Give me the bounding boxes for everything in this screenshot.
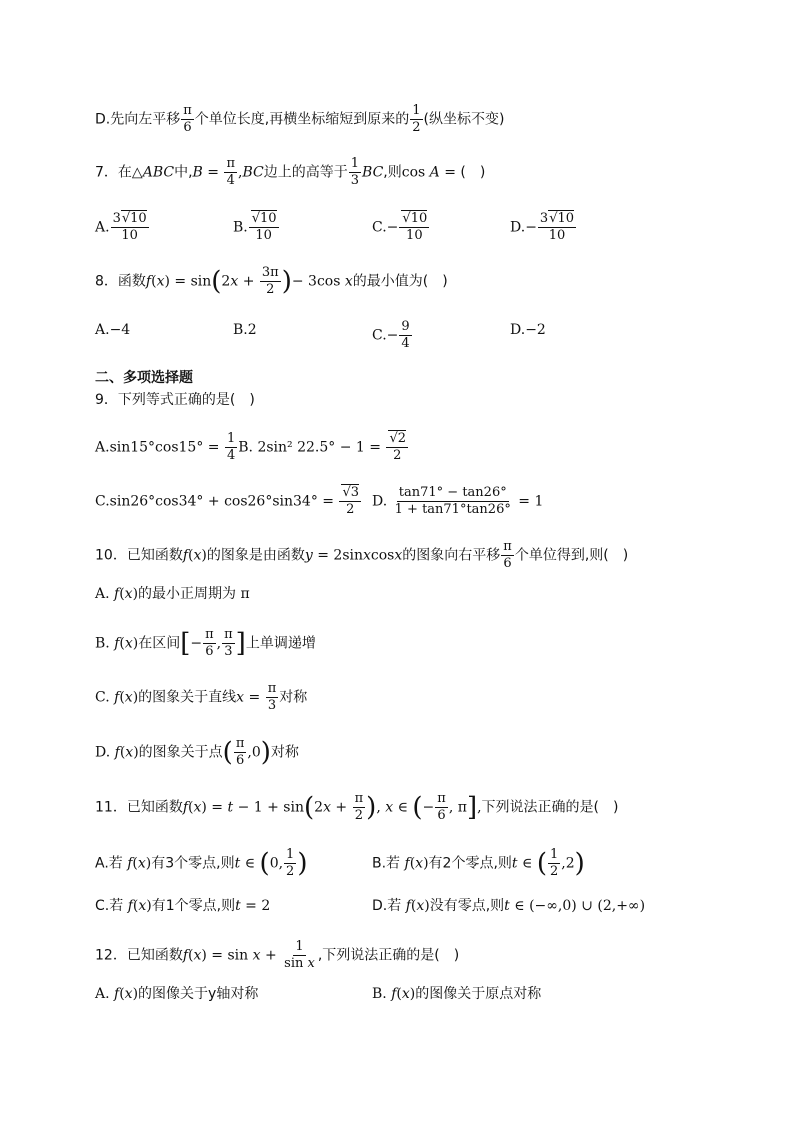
q7-option-b: B. $\frac{√10}{10}$ [233,211,277,243]
q6-option-d: D.先向左平移 $\frac{\pi}{6}$ 个单位长度,再横坐标缩短到原来的 $\frac{1}{2}$ (纵坐标不变) [95,103,505,135]
q12-option-b: B. f(x)的图像关于原点对称 [372,986,542,1002]
question-10: 10．已知函数f(x)的图象是由函数y = 2sinxcosx的图象向右平移 $\frac{\pi}{6}$ 个单位得到,则( ) [95,539,629,571]
q8-option-b: B.2 [233,322,257,338]
q10-option-a: A. f(x)的最小正周期为 π [95,586,250,602]
q7-option-a: A. $\frac{3√10}{10}$ [95,211,147,243]
q7-option-d: D.− $\frac{3√10}{10}$ [510,211,575,243]
q8-option-a: A.−4 [95,322,131,338]
q11-option-d: D.若 f(x)没有零点,则t ∈ (−∞,0) ∪ (2,+∞) [372,898,646,914]
q12-option-a: A. f(x)的图像关于y轴对称 [95,986,259,1002]
section-title: 二、多项选择题 [95,370,193,386]
question-7: 7．在△ABC中,B = $\frac{\pi}{4}$ ,BC边上的高等于 $\frac{1}{3}$ BC,则cos A = ( ) [95,156,486,188]
q8-option-c: C.− $\frac{9}{4}$ [372,319,410,351]
q11-option-a: A.若 f(x)有3个零点,则t ∈ (0, $\frac{1}{2}$ ) [95,847,308,879]
q10-option-d: D. f(x)的图象关于点( $\frac{\pi}{6}$ ,0)对称 [95,736,299,768]
q7-option-c: C.− $\frac{√10}{10}$ [372,211,428,243]
q11-option-b: B.若 f(x)有2个零点,则t ∈ ( $\frac{1}{2}$ ,2) [372,847,585,879]
q11-option-c: C.若 f(x)有1个零点,则t = 2 [95,898,271,914]
question-9: 9．下列等式正确的是( ) [95,392,255,408]
question-12: 12．已知函数f(x) = sin x + $\frac{1}{\text{sin x}}$ ,下列说法正确的是( ) [95,939,460,971]
q9-option-c: C.sin26°cos34° + cos26°sin34° = $\frac{√3}{2}$ [95,485,360,517]
q10-option-b: B. f(x)在区间[− $\frac{\pi}{6}$ , $\frac{\pi}{3}$ ]上单调递增 [95,627,316,659]
q9-option-d: D. $\frac{\tan 71^\circ - \tan 26^\circ}{1 + \tan 71^\circ\tan 26^\circ}$ = 1 [372,485,544,517]
q9-options-ab: A.sin15°cos15° = $\frac{1}{4}$ B. 2sin² 22.5° − 1 = $\frac{√2}{2}$ [95,431,407,463]
q8-option-d: D.−2 [510,322,546,338]
q10-option-c: C. f(x)的图象关于直线x = $\frac{\pi}{3}$ 对称 [95,681,308,713]
question-8: 8．函数f(x) = sin(2x + $\frac{3\pi}{2}$ )− 3cos x的最小值为( ) [95,265,448,297]
question-11: 11．已知函数f(x) = t − 1 + sin(2x + $\frac{\pi}{2}$ ), x ∈ (− $\frac{\pi}{6}$ , π],下列说法正确的是( ) [95,791,619,823]
